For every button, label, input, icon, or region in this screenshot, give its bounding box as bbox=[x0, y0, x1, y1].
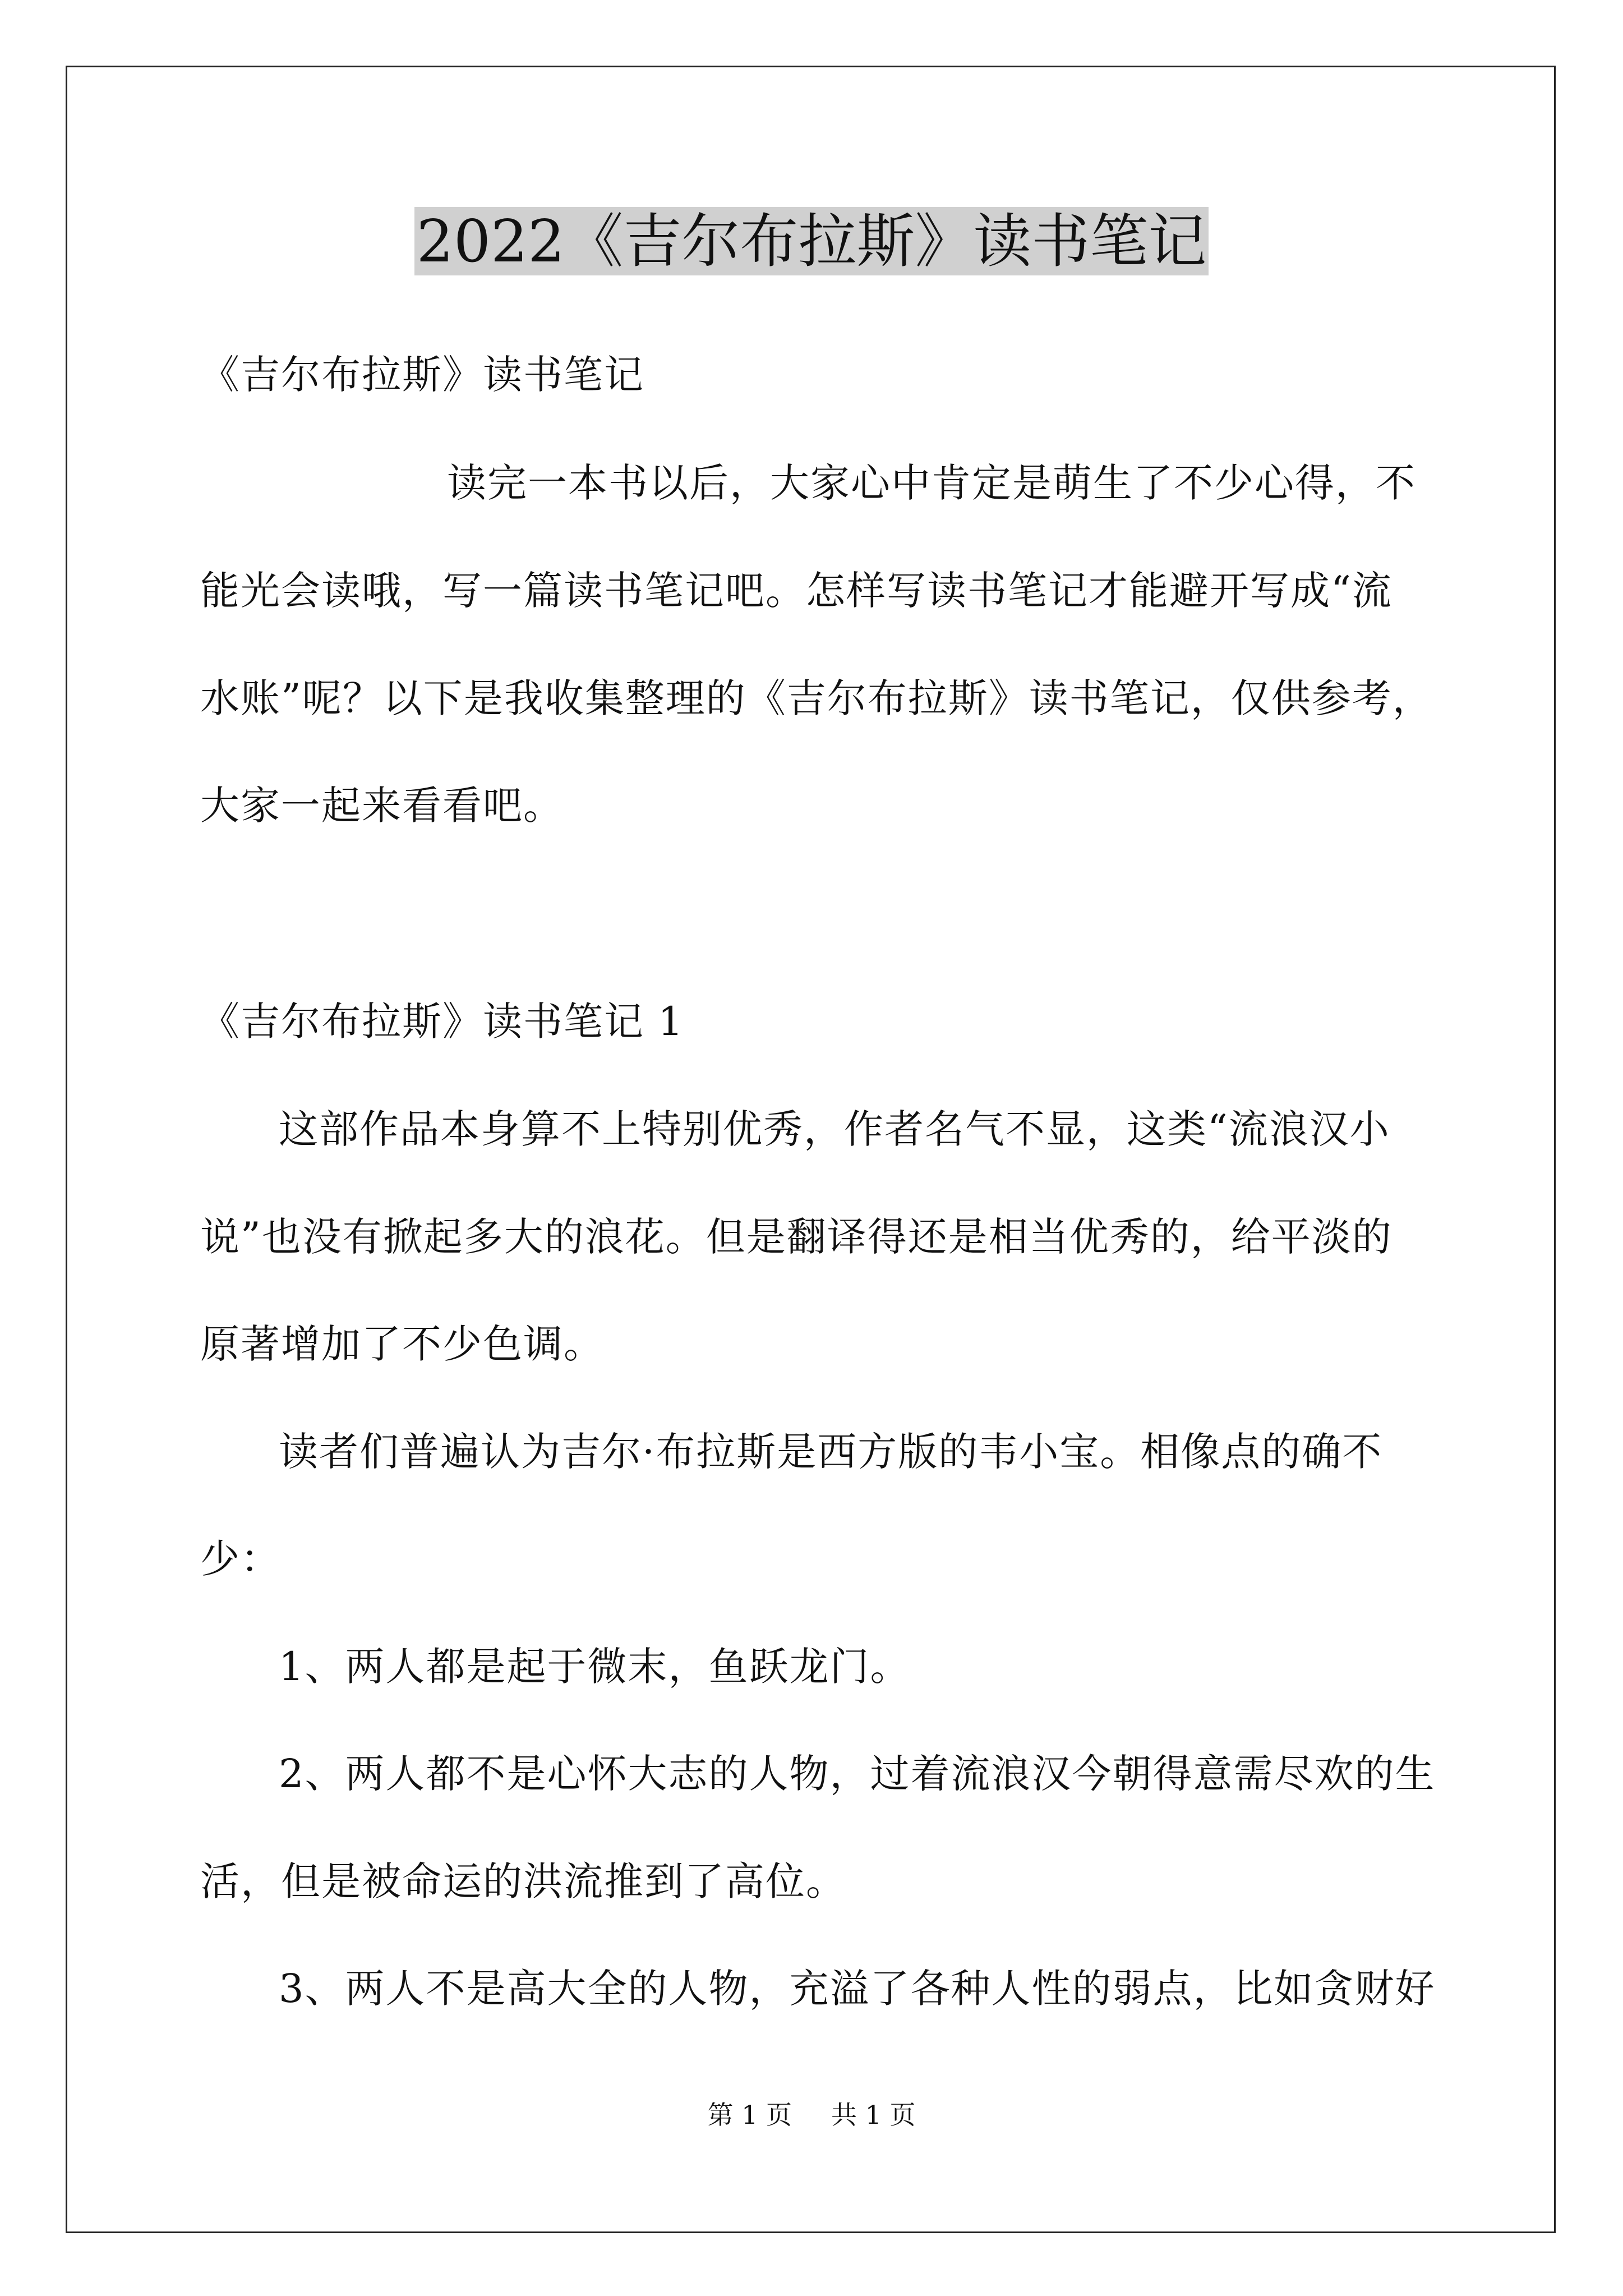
intro-line: 读完一本书以后，大家心中肯定是萌生了不少心得，不 bbox=[447, 460, 1416, 506]
section-heading: 《吉尔布拉斯》读书笔记 1 bbox=[200, 999, 684, 1045]
document-title-text: 2022《吉尔布拉斯》读书笔记 bbox=[414, 207, 1209, 275]
list-item: 3、两人不是高大全的人物，充溢了各种人性的弱点，比如贪财好 bbox=[279, 1966, 1436, 2012]
body-line: 这部作品本身算不上特别优秀，作者名气不显，这类“流浪汉小 bbox=[279, 1106, 1390, 1152]
intro-heading: 《吉尔布拉斯》读书笔记 bbox=[200, 352, 644, 398]
page-total: 共 1 页 bbox=[831, 2100, 916, 2130]
intro-line: 水账”呢？以下是我收集整理的《吉尔布拉斯》读书笔记，仅供参考， bbox=[200, 675, 1433, 721]
intro-line: 大家一起来看看吧。 bbox=[200, 783, 564, 829]
body-line: 原著增加了不少色调。 bbox=[200, 1321, 604, 1367]
body-line: 活，但是被命运的洪流推到了高位。 bbox=[200, 1858, 846, 1904]
body-line: 说”也没有掀起多大的浪花。但是翻译得还是相当优秀的，给平淡的 bbox=[200, 1214, 1393, 1260]
page-footer bbox=[0, 2098, 1623, 2132]
document-title bbox=[0, 202, 1623, 280]
body-line: 少： bbox=[200, 1536, 281, 1582]
body-line: 读者们普遍认为吉尔·布拉斯是西方版的韦小宝。相像点的确不 bbox=[279, 1429, 1383, 1475]
intro-line: 能光会读哦，写一篇读书笔记吧。怎样写读书笔记才能避开写成“流 bbox=[200, 568, 1393, 614]
list-item: 1、两人都是起于微末，鱼跃龙门。 bbox=[279, 1644, 911, 1690]
list-item: 2、两人都不是心怀大志的人物，过着流浪汉今朝得意需尽欢的生 bbox=[279, 1751, 1436, 1797]
page-number: 第 1 页 bbox=[707, 2100, 792, 2130]
